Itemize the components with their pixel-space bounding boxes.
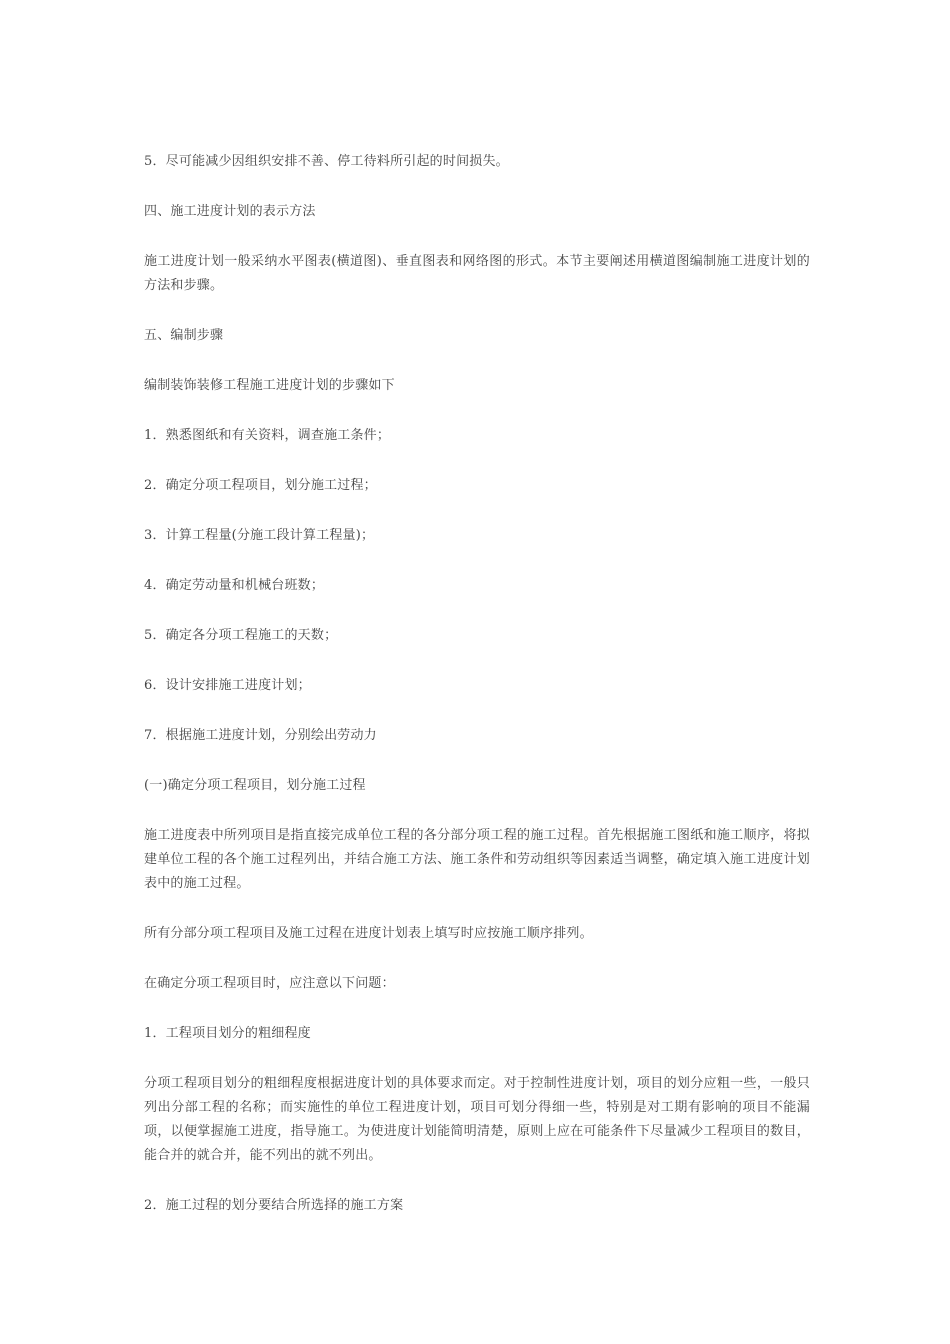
paragraph-order-rule: 所有分部分项工程项目及施工过程在进度计划表上填写时应按施工顺序排列。 — [144, 926, 593, 941]
paragraph-granularity: 分项工程项目划分的粗细程度根据进度计划的具体要求而定。对于控制性进度计划，项目的划分应粗一些，一般只列出分部工程的名称；而实施性的单位工程进度计划，项目可划分得细一些，特别是对工期有影响的项目不能漏项，以便掌握施工进度，指导施工。为使进度计划能简明清楚，原则上应在可能条件下尽量减少工程项目的数目，能合并的就合并，能不列出的就不列出。 — [144, 1076, 810, 1163]
paragraph-representation-methods: 施工进度计划一般采纳水平图表(横道图)、垂直图表和网络图的形式。本节主要阐述用横道图编制施工进度计划的方法和步骤。 — [144, 254, 810, 293]
point-heading-1: 1．工程项目划分的粗细程度 — [144, 1026, 311, 1041]
document-body — [144, 150, 810, 1244]
step-item-6: 6．设计安排施工进度计划； — [144, 678, 311, 693]
paragraph-steps-intro: 编制装饰装修工程施工进度计划的步骤如下 — [144, 378, 395, 393]
step-item-5: 5．确定各分项工程施工的天数； — [144, 628, 338, 643]
step-item-3: 3．计算工程量(分施工段计算工程量)； — [144, 528, 375, 543]
step-item-2: 2．确定分项工程项目，划分施工过程； — [144, 478, 377, 493]
section-heading-4: 四、施工进度计划的表示方法 — [144, 204, 316, 219]
paragraph-attention-intro: 在确定分项工程项目时，应注意以下问题： — [144, 976, 395, 991]
section-heading-5: 五、编制步骤 — [144, 328, 224, 343]
step-item-4: 4．确定劳动量和机械台班数； — [144, 578, 325, 593]
step-item-1: 1．熟悉图纸和有关资料，调查施工条件； — [144, 428, 391, 443]
point-heading-2: 2．施工过程的划分要结合所选择的施工方案 — [144, 1198, 404, 1213]
subsection-heading-1: (一)确定分项工程项目，划分施工过程 — [144, 778, 366, 793]
list-item-5-reduce-time-loss: 5．尽可能减少因组织安排不善、停工待料所引起的时间损失。 — [144, 154, 509, 169]
paragraph-schedule-items: 施工进度表中所列项目是指直接完成单位工程的各分部分项工程的施工过程。首先根据施工图纸和施工顺序，将拟建单位工程的各个施工过程列出，并结合施工方法、施工条件和劳动组织等因素适当调整，确定填入施工进度计划表中的施工过程。 — [144, 828, 810, 891]
step-item-7: 7．根据施工进度计划，分别绘出劳动力 — [144, 728, 377, 743]
